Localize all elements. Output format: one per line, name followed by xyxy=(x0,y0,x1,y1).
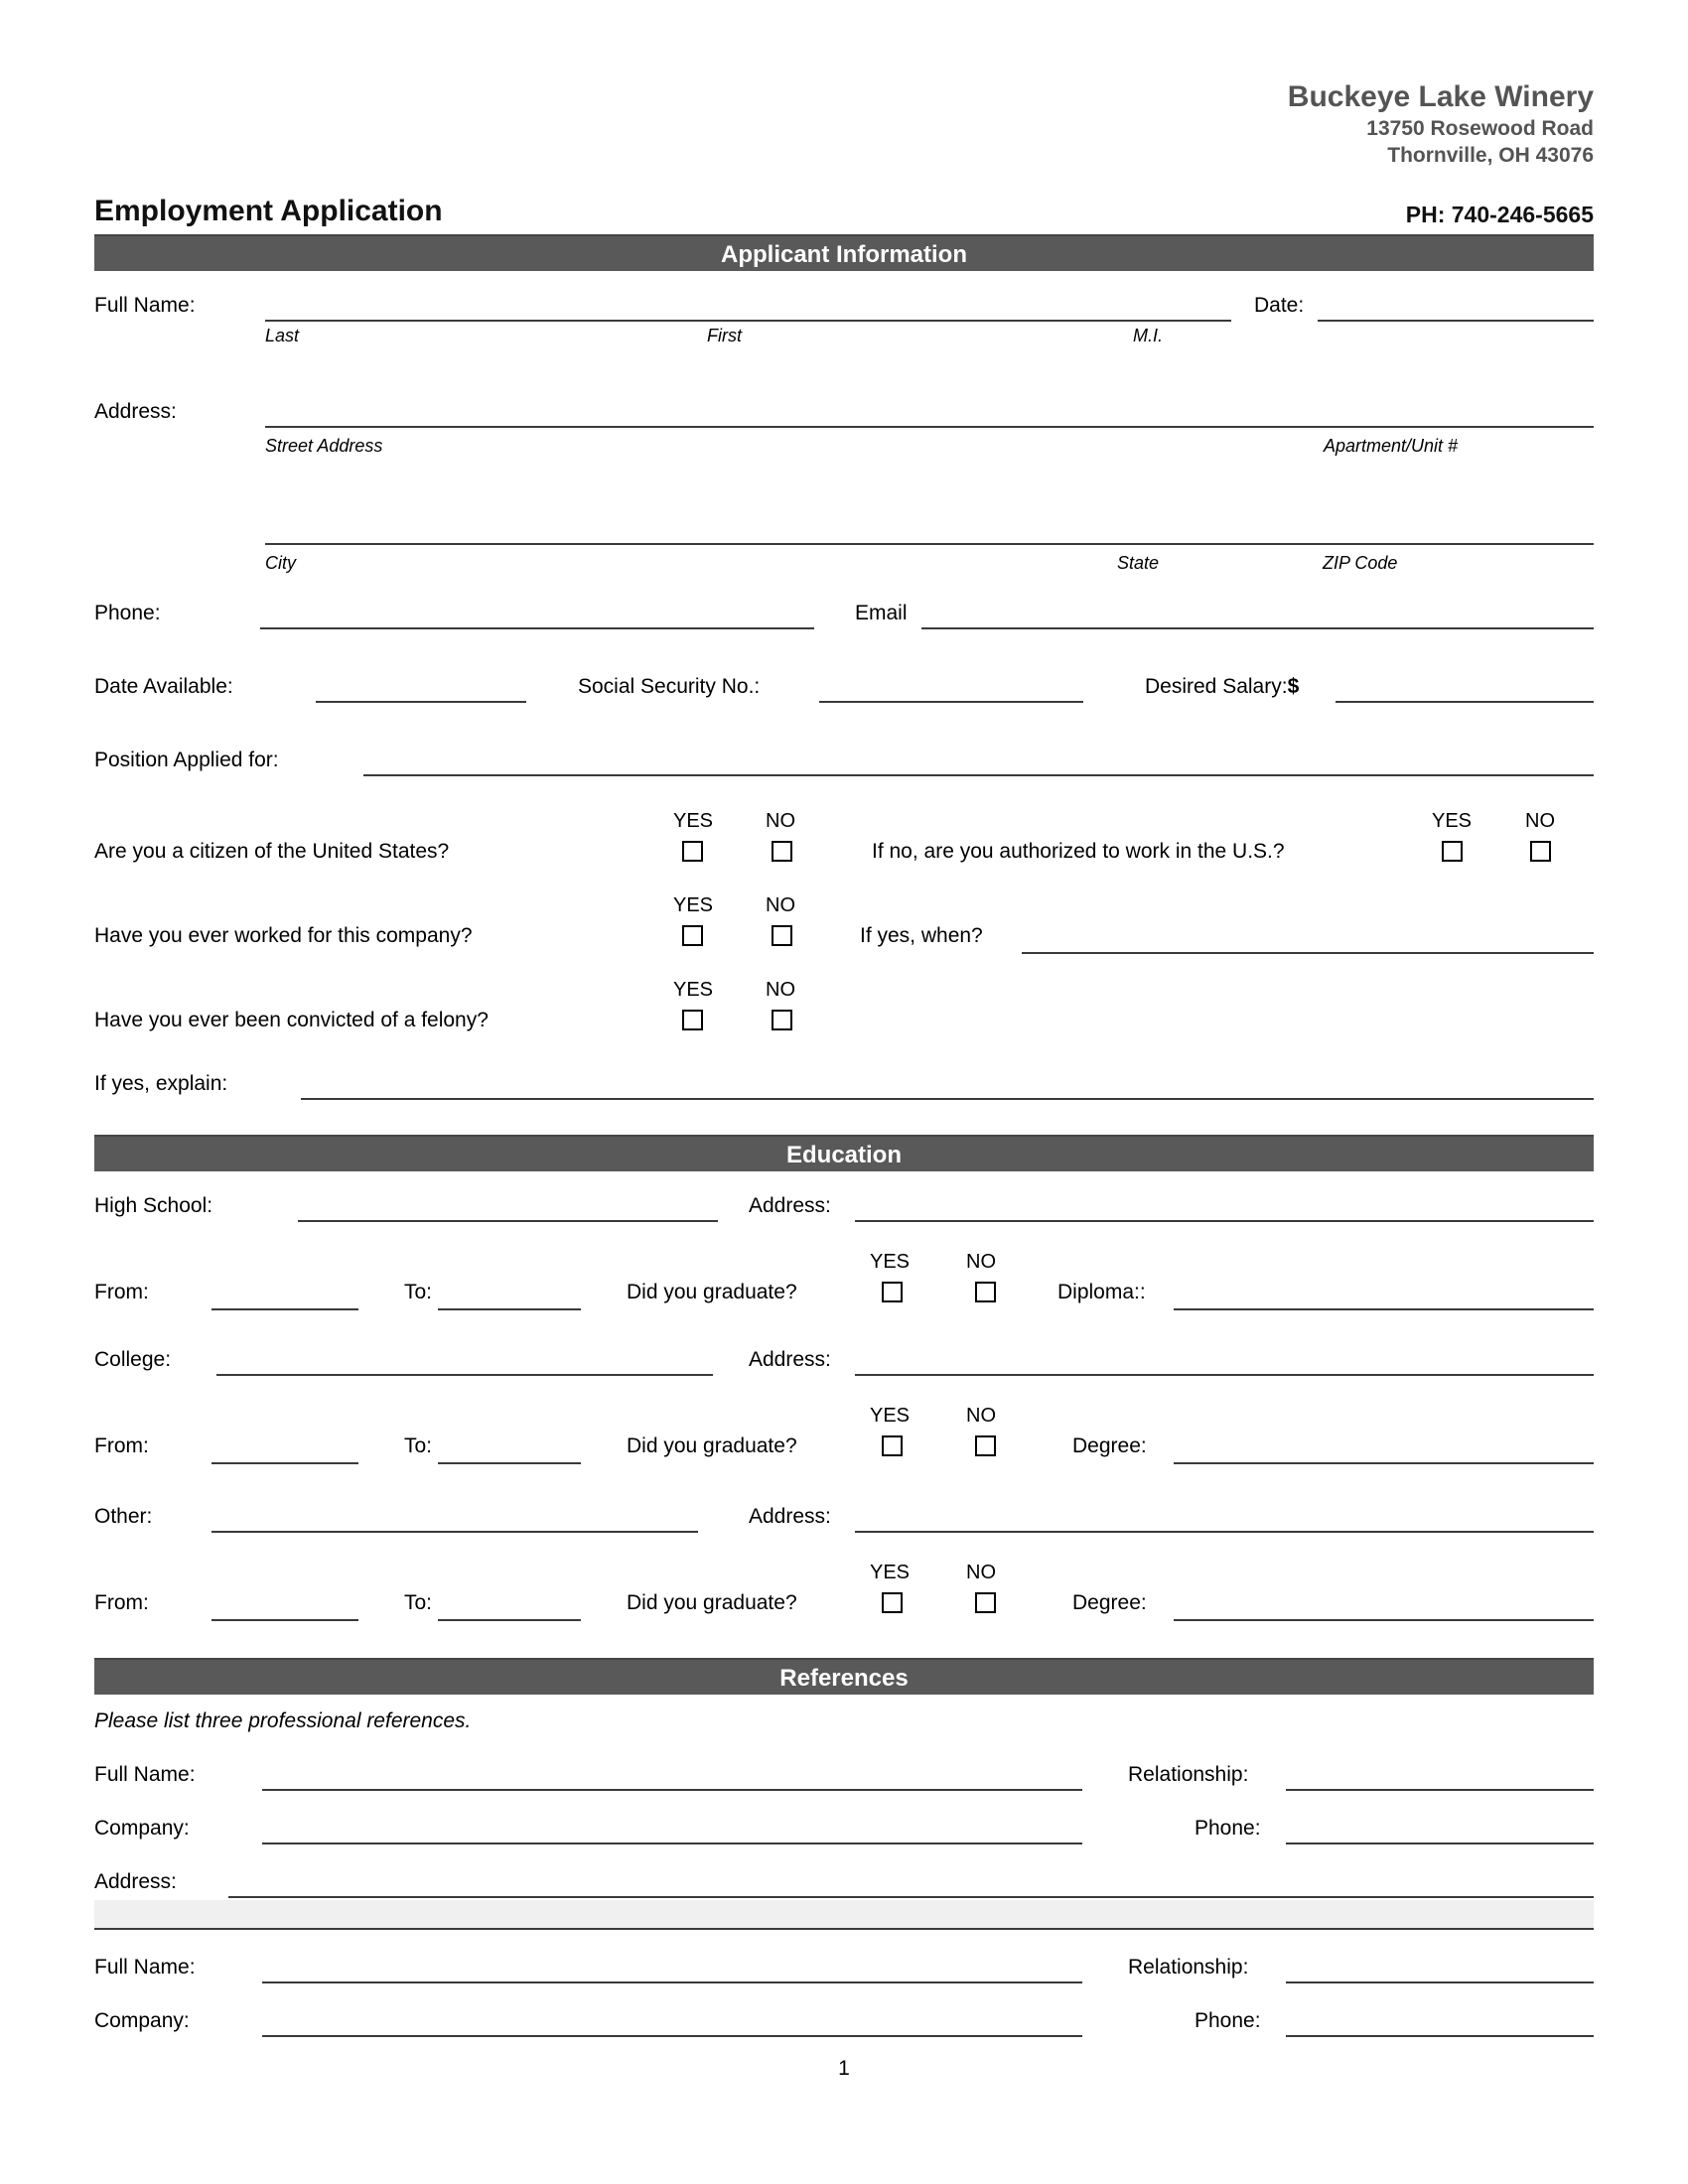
no-column-header: NO xyxy=(766,894,795,916)
yes-column-header: YES xyxy=(673,894,714,916)
references-intro: Please list three professional references. xyxy=(94,1709,472,1732)
yes-column-header: YES xyxy=(673,810,714,832)
section-bar-references: References xyxy=(94,1658,1594,1695)
college-label: College: xyxy=(94,1348,172,1371)
date-input-line[interactable] xyxy=(1318,292,1594,322)
company-address-line2: Thornville, OH 43076 xyxy=(1387,144,1594,167)
diploma-label: Diploma:: xyxy=(1057,1281,1146,1303)
question-authorized: If no, are you authorized to work in the U.S.? xyxy=(872,840,1285,863)
degree-input-line[interactable] xyxy=(1174,1434,1594,1464)
yes-column-header: YES xyxy=(870,1251,911,1273)
reference1-relationship-input-line[interactable] xyxy=(1286,1761,1594,1791)
other-input-line[interactable] xyxy=(211,1503,698,1533)
college-graduate-yes-checkbox[interactable] xyxy=(882,1435,903,1456)
phone-input-line[interactable] xyxy=(260,600,814,629)
high-school-label: High School: xyxy=(94,1194,213,1217)
no-column-header: NO xyxy=(966,1562,996,1583)
reference-full-name-label: Full Name: xyxy=(94,1956,196,1979)
sublabel-first: First xyxy=(707,326,742,345)
relationship-label: Relationship: xyxy=(1128,1956,1249,1979)
reference1-phone-input-line[interactable] xyxy=(1286,1815,1594,1844)
question-felony: Have you ever been convicted of a felony? xyxy=(94,1009,489,1031)
citizen-yes-checkbox[interactable] xyxy=(682,841,703,862)
sublabel-state: State xyxy=(1117,553,1160,573)
street-address-input-line[interactable] xyxy=(265,398,1594,428)
if-yes-explain-input-line[interactable] xyxy=(301,1070,1594,1100)
to-input-line[interactable] xyxy=(438,1434,581,1464)
question-worked: Have you ever worked for this company? xyxy=(94,924,473,947)
education-address-label: Address: xyxy=(749,1194,831,1217)
if-yes-explain-label: If yes, explain: xyxy=(94,1072,228,1095)
education-address-label: Address: xyxy=(749,1348,831,1371)
full-name-label: Full Name: xyxy=(94,294,196,317)
no-column-header: NO xyxy=(766,979,795,1001)
felony-no-checkbox[interactable] xyxy=(772,1010,792,1030)
other-address-input-line[interactable] xyxy=(855,1503,1594,1533)
date-available-label: Date Available: xyxy=(94,675,233,698)
from-input-line[interactable] xyxy=(211,1434,358,1464)
question-citizen: Are you a citizen of the United States? xyxy=(94,840,450,863)
reference1-address-input-line[interactable] xyxy=(228,1868,1594,1898)
other-graduate-no-checkbox[interactable] xyxy=(975,1592,996,1613)
desired-salary-text: Desired Salary: xyxy=(1145,675,1288,698)
dollar-sign: $ xyxy=(1287,675,1300,698)
to-input-line[interactable] xyxy=(438,1281,581,1310)
position-applied-label: Position Applied for: xyxy=(94,749,279,771)
degree-label: Degree: xyxy=(1072,1591,1147,1614)
authorized-yes-checkbox[interactable] xyxy=(1442,841,1463,862)
no-column-header: NO xyxy=(966,1251,996,1273)
authorized-no-checkbox[interactable] xyxy=(1530,841,1551,862)
to-input-line[interactable] xyxy=(438,1591,581,1621)
reference-address-label: Address: xyxy=(94,1870,177,1893)
yes-column-header: YES xyxy=(1432,810,1473,832)
ssn-label: Social Security No.: xyxy=(578,675,761,698)
from-label: From: xyxy=(94,1281,149,1303)
position-applied-input-line[interactable] xyxy=(363,747,1594,776)
sublabel-zip-code: ZIP Code xyxy=(1323,553,1398,573)
city-state-zip-input-line[interactable] xyxy=(265,515,1594,545)
from-input-line[interactable] xyxy=(211,1591,358,1621)
reference-full-name-label: Full Name: xyxy=(94,1763,196,1786)
to-label: To: xyxy=(404,1281,433,1303)
address-label: Address: xyxy=(94,400,177,423)
reference1-full-name-input-line[interactable] xyxy=(262,1761,1082,1791)
to-label: To: xyxy=(404,1434,433,1457)
ssn-input-line[interactable] xyxy=(819,673,1083,703)
worked-no-checkbox[interactable] xyxy=(772,925,792,946)
sublabel-mi: M.I. xyxy=(1133,326,1163,345)
diploma-input-line[interactable] xyxy=(1174,1281,1594,1310)
full-name-input-line[interactable] xyxy=(265,292,1231,322)
education-address-label: Address: xyxy=(749,1505,831,1528)
if-yes-when-label: If yes, when? xyxy=(860,924,983,947)
page-number: 1 xyxy=(838,2057,850,2080)
did-you-graduate-label: Did you graduate? xyxy=(627,1281,797,1303)
reference1-company-input-line[interactable] xyxy=(262,1815,1082,1844)
relationship-label: Relationship: xyxy=(1128,1763,1249,1786)
reference2-company-input-line[interactable] xyxy=(262,2007,1082,2037)
yes-column-header: YES xyxy=(673,979,714,1001)
sublabel-apartment-unit: Apartment/Unit # xyxy=(1324,436,1459,456)
from-input-line[interactable] xyxy=(211,1281,358,1310)
company-address-line1: 13750 Rosewood Road xyxy=(1366,117,1594,140)
sublabel-street-address: Street Address xyxy=(265,436,383,456)
desired-salary-input-line[interactable] xyxy=(1336,673,1594,703)
worked-yes-checkbox[interactable] xyxy=(682,925,703,946)
other-graduate-yes-checkbox[interactable] xyxy=(882,1592,903,1613)
did-you-graduate-label: Did you graduate? xyxy=(627,1434,797,1457)
company-phone: PH: 740-246-5665 xyxy=(1405,202,1594,227)
yes-column-header: YES xyxy=(870,1562,911,1583)
from-label: From: xyxy=(94,1434,149,1457)
degree-label: Degree: xyxy=(1072,1434,1147,1457)
desired-salary-label xyxy=(1145,675,1299,699)
no-column-header: NO xyxy=(766,810,795,832)
yes-column-header: YES xyxy=(870,1405,911,1427)
sublabel-last: Last xyxy=(265,326,300,345)
reference-company-label: Company: xyxy=(94,1817,190,1840)
reference1-address-input-line-2[interactable] xyxy=(94,1900,1594,1930)
reference2-phone-input-line[interactable] xyxy=(1286,2007,1594,2037)
company-name: Buckeye Lake Winery xyxy=(1287,80,1594,113)
felony-yes-checkbox[interactable] xyxy=(682,1010,703,1030)
section-bar-applicant-information: Applicant Information xyxy=(94,234,1594,271)
form-title: Employment Application xyxy=(94,195,443,227)
from-label: From: xyxy=(94,1591,149,1614)
email-label: Email xyxy=(855,602,908,624)
citizen-no-checkbox[interactable] xyxy=(772,841,792,862)
other-label: Other: xyxy=(94,1505,153,1528)
high-school-address-input-line[interactable] xyxy=(855,1192,1594,1222)
degree-input-line[interactable] xyxy=(1174,1591,1594,1621)
reference2-relationship-input-line[interactable] xyxy=(1286,1954,1594,1983)
reference-phone-label: Phone: xyxy=(1195,1817,1261,1840)
sublabel-city: City xyxy=(265,553,296,573)
company-header xyxy=(1288,79,1594,169)
reference2-full-name-input-line[interactable] xyxy=(262,1954,1082,1983)
hs-graduate-no-checkbox[interactable] xyxy=(975,1282,996,1302)
did-you-graduate-label: Did you graduate? xyxy=(627,1591,797,1614)
no-column-header: NO xyxy=(1525,810,1555,832)
if-yes-when-input-line[interactable] xyxy=(1022,924,1594,954)
hs-graduate-yes-checkbox[interactable] xyxy=(882,1282,903,1302)
reference-company-label: Company: xyxy=(94,2009,190,2032)
phone-label: Phone: xyxy=(94,602,161,624)
reference-phone-label: Phone: xyxy=(1195,2009,1261,2032)
no-column-header: NO xyxy=(966,1405,996,1427)
college-graduate-no-checkbox[interactable] xyxy=(975,1435,996,1456)
date-available-input-line[interactable] xyxy=(316,673,526,703)
section-bar-education: Education xyxy=(94,1135,1594,1171)
college-input-line[interactable] xyxy=(216,1346,713,1376)
high-school-input-line[interactable] xyxy=(298,1192,718,1222)
to-label: To: xyxy=(404,1591,433,1614)
email-input-line[interactable] xyxy=(921,600,1594,629)
date-label: Date: xyxy=(1254,294,1305,317)
college-address-input-line[interactable] xyxy=(855,1346,1594,1376)
